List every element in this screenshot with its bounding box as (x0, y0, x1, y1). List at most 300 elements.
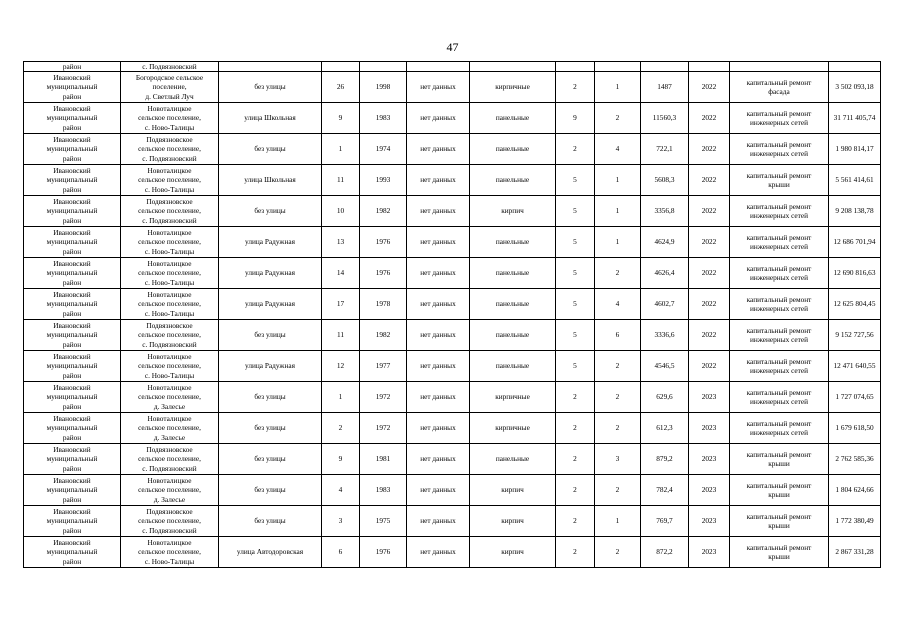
entrances-cell: 2 (595, 475, 641, 506)
floors-cell: 5 (556, 320, 595, 351)
empty-cell (730, 62, 829, 72)
district-cell-line: Ивановский (53, 383, 91, 393)
settlement-cell-line: сельское поселение, (138, 268, 201, 278)
settlement-cell-line: Богородское сельское (135, 73, 204, 83)
plan-year-cell: 2022 (689, 258, 730, 289)
settlement-cell (121, 103, 219, 134)
district-cell (24, 227, 121, 258)
settlement-cell-line: с. Ново-Талицы (144, 370, 195, 380)
table-row (24, 62, 881, 72)
house-number-cell: 10 (322, 196, 360, 227)
entrances-cell: 2 (595, 537, 641, 568)
settlement-cell (121, 72, 219, 103)
district-cell (24, 475, 121, 506)
wall-material-cell: панельные (470, 444, 556, 475)
district-cell-line: муниципальный (46, 454, 98, 464)
wall-material-cell: панельные (470, 134, 556, 165)
table-row (24, 289, 881, 320)
district-cell-line: район (62, 525, 82, 535)
street-cell: без улицы (219, 134, 322, 165)
district-cell-line: район (62, 184, 82, 194)
settlement-cell-line: сельское поселение, (138, 299, 201, 309)
area-cell: 872,2 (641, 537, 689, 568)
work-type-cell-line: капитальный ремонт (746, 232, 812, 242)
district-cell-line: Ивановский (53, 166, 91, 176)
work-type-cell-line: капитальный ремонт (746, 108, 812, 118)
settlement-cell-line: с. Ново-Талицы (144, 277, 195, 287)
work-type-cell (730, 537, 829, 568)
house-number-cell: 12 (322, 351, 360, 382)
district-cell-line: Ивановский (53, 352, 91, 362)
district-cell-line: муниципальный (46, 361, 98, 371)
build-year-cell: 1976 (360, 258, 407, 289)
settlement-cell (121, 413, 219, 444)
settlement-cell-line: сельское поселение, (138, 175, 201, 185)
district-cell-line: муниципальный (46, 144, 98, 154)
district-cell-line: район (62, 339, 82, 349)
house-number-cell: 17 (322, 289, 360, 320)
cost-cell: 31 711 405,74 (829, 103, 881, 134)
settlement-cell (121, 506, 219, 537)
house-number-cell: 1 (322, 382, 360, 413)
district-cell: район (24, 62, 121, 72)
work-type-cell-line: инженерных сетей (750, 211, 808, 220)
district-cell-line: район (62, 122, 82, 132)
district-cell-line: муниципальный (46, 268, 98, 278)
settlement-cell (121, 382, 219, 413)
district-cell-line: Ивановский (53, 104, 91, 114)
table-row (24, 475, 881, 506)
table-row (24, 103, 881, 134)
district-cell (24, 289, 121, 320)
entrances-cell: 1 (595, 506, 641, 537)
area-cell: 4602,7 (641, 289, 689, 320)
area-cell: 3356,8 (641, 196, 689, 227)
wall-material-cell: панельные (470, 320, 556, 351)
wall-material-cell: панельные (470, 103, 556, 134)
plan-year-cell: 2023 (689, 382, 730, 413)
area-cell: 4626,4 (641, 258, 689, 289)
empty-cell (470, 62, 556, 72)
build-year-cell: 1982 (360, 320, 407, 351)
wall-material-cell: панельные (470, 227, 556, 258)
area-cell: 1487 (641, 72, 689, 103)
plan-year-cell: 2022 (689, 227, 730, 258)
district-cell-line: район (62, 308, 82, 318)
settlement-cell-line: с. Ново-Талицы (144, 308, 195, 318)
page-number: 47 (446, 40, 459, 54)
work-type-cell-line: капитальный ремонт (746, 263, 812, 273)
build-year-cell: 1993 (360, 165, 407, 196)
settlement-cell-line: сельское поселение, (138, 361, 201, 371)
settlement-cell-line: Подвязновское (146, 445, 193, 455)
district-cell-line: Ивановский (53, 197, 91, 207)
settlement-cell-line: сельское поселение, (138, 485, 201, 495)
empty-cell (595, 62, 641, 72)
settlement-cell-line: Новоталицкое (147, 352, 192, 362)
table-row (24, 258, 881, 289)
street-cell: без улицы (219, 382, 322, 413)
entrances-cell: 1 (595, 227, 641, 258)
settlement-cell-line: д. Залесье (153, 432, 186, 442)
table-row (24, 351, 881, 382)
cost-cell: 1 727 074,65 (829, 382, 881, 413)
table-row (24, 506, 881, 537)
house-number-cell: 4 (322, 475, 360, 506)
street-cell: без улицы (219, 320, 322, 351)
house-number-cell: 26 (322, 72, 360, 103)
area-cell: 782,4 (641, 475, 689, 506)
table-row (24, 444, 881, 475)
commission-year-cell: нет данных (407, 165, 470, 196)
work-type-cell-line: капитальный ремонт (746, 139, 812, 149)
district-cell-line: район (62, 246, 82, 256)
floors-cell: 2 (556, 413, 595, 444)
build-year-cell: 1977 (360, 351, 407, 382)
wall-material-cell: кирпич (470, 537, 556, 568)
table-body (24, 62, 881, 568)
settlement-cell-line: Новоталицкое (147, 414, 192, 424)
area-cell: 769,7 (641, 506, 689, 537)
house-number-cell: 6 (322, 537, 360, 568)
table-row (24, 165, 881, 196)
plan-year-cell: 2023 (689, 413, 730, 444)
work-type-cell-line: капитальный ремонт (746, 201, 812, 211)
settlement-cell (121, 134, 219, 165)
work-type-cell-line: крыши (768, 490, 790, 499)
work-type-cell (730, 196, 829, 227)
floors-cell: 2 (556, 382, 595, 413)
house-number-cell: 9 (322, 444, 360, 475)
empty-cell (322, 62, 360, 72)
settlement-cell-line: поселение, (152, 82, 187, 92)
work-type-cell (730, 506, 829, 537)
floors-cell: 2 (556, 134, 595, 165)
build-year-cell: 1974 (360, 134, 407, 165)
house-number-cell: 2 (322, 413, 360, 444)
work-type-cell (730, 475, 829, 506)
settlement-cell-line: д. Светлый Луч (145, 91, 194, 101)
work-type-cell (730, 351, 829, 382)
settlement-cell-line: Подвязновское (146, 135, 193, 145)
empty-cell (641, 62, 689, 72)
work-type-cell-line: крыши (768, 459, 790, 468)
wall-material-cell: кирпичные (470, 72, 556, 103)
work-type-cell-line: капитальный ремонт (746, 294, 812, 304)
work-type-cell-line: инженерных сетей (750, 428, 808, 437)
table-row (24, 382, 881, 413)
area-cell: 11560,3 (641, 103, 689, 134)
work-type-cell-line: капитальный ремонт (746, 77, 812, 87)
settlement-cell-line: Новоталицкое (147, 166, 192, 176)
commission-year-cell: нет данных (407, 382, 470, 413)
floors-cell: 5 (556, 289, 595, 320)
work-type-cell (730, 165, 829, 196)
plan-year-cell: 2023 (689, 537, 730, 568)
wall-material-cell: панельные (470, 258, 556, 289)
settlement-cell (121, 537, 219, 568)
entrances-cell: 2 (595, 413, 641, 444)
commission-year-cell: нет данных (407, 134, 470, 165)
settlement-cell-line: Новоталицкое (147, 259, 192, 269)
work-type-cell (730, 258, 829, 289)
street-cell: улица Школьная (219, 165, 322, 196)
plan-year-cell: 2022 (689, 320, 730, 351)
entrances-cell: 1 (595, 72, 641, 103)
work-type-cell (730, 227, 829, 258)
settlement-cell-line: Подвязновское (146, 321, 193, 331)
entrances-cell: 6 (595, 320, 641, 351)
table-row (24, 537, 881, 568)
plan-year-cell: 2023 (689, 444, 730, 475)
empty-cell (556, 62, 595, 72)
build-year-cell: 1978 (360, 289, 407, 320)
settlement-cell-line: сельское поселение, (138, 206, 201, 216)
wall-material-cell: кирпич (470, 506, 556, 537)
commission-year-cell: нет данных (407, 289, 470, 320)
cost-cell: 3 502 093,18 (829, 72, 881, 103)
empty-cell (360, 62, 407, 72)
settlement-cell (121, 227, 219, 258)
settlement-cell-line: с. Подвязновский (142, 463, 197, 473)
area-cell: 5608,3 (641, 165, 689, 196)
area-cell: 3336,6 (641, 320, 689, 351)
work-type-cell-line: инженерных сетей (750, 366, 808, 375)
district-cell (24, 351, 121, 382)
floors-cell: 5 (556, 351, 595, 382)
empty-cell (407, 62, 470, 72)
area-cell: 879,2 (641, 444, 689, 475)
entrances-cell: 2 (595, 382, 641, 413)
street-cell: улица Автодоровская (219, 537, 322, 568)
entrances-cell: 2 (595, 103, 641, 134)
work-type-cell-line: капитальный ремонт (746, 449, 812, 459)
settlement-cell-line: сельское поселение, (138, 392, 201, 402)
settlement-cell-line: с. Подвязновский (142, 339, 197, 349)
work-type-cell-line: крыши (768, 180, 790, 189)
wall-material-cell: панельные (470, 351, 556, 382)
settlement-cell-line: сельское поселение, (138, 330, 201, 340)
entrances-cell: 3 (595, 444, 641, 475)
cost-cell: 1 679 618,50 (829, 413, 881, 444)
wall-material-cell: кирпич (470, 475, 556, 506)
district-cell (24, 444, 121, 475)
empty-cell (219, 62, 322, 72)
work-type-cell (730, 382, 829, 413)
settlement-cell: с. Подвязновский (121, 62, 219, 72)
work-type-cell (730, 320, 829, 351)
plan-year-cell: 2023 (689, 506, 730, 537)
settlement-cell-line: д. Залесье (153, 494, 186, 504)
entrances-cell: 4 (595, 289, 641, 320)
street-cell: без улицы (219, 413, 322, 444)
house-number-cell: 11 (322, 320, 360, 351)
settlement-cell-line: Подвязновское (146, 507, 193, 517)
district-cell (24, 103, 121, 134)
district-cell-line: Ивановский (53, 290, 91, 300)
build-year-cell: 1976 (360, 537, 407, 568)
settlement-cell (121, 475, 219, 506)
table-row (24, 72, 881, 103)
entrances-cell: 4 (595, 134, 641, 165)
settlement-cell-line: сельское поселение, (138, 423, 201, 433)
settlement-cell (121, 351, 219, 382)
district-cell-line: муниципальный (46, 547, 98, 557)
district-cell-line: Ивановский (53, 414, 91, 424)
district-cell-line: Ивановский (53, 135, 91, 145)
build-year-cell: 1972 (360, 382, 407, 413)
district-cell-line: район (62, 370, 82, 380)
settlement-cell (121, 320, 219, 351)
work-type-cell-line: крыши (768, 521, 790, 530)
work-type-cell-line: инженерных сетей (750, 118, 808, 127)
district-cell-line: муниципальный (46, 113, 98, 123)
work-type-cell-line: капитальный ремонт (746, 170, 812, 180)
settlement-cell (121, 165, 219, 196)
floors-cell: 5 (556, 227, 595, 258)
district-cell-line: муниципальный (46, 206, 98, 216)
floors-cell: 2 (556, 72, 595, 103)
empty-cell (689, 62, 730, 72)
district-cell-line: Ивановский (53, 228, 91, 238)
work-type-cell (730, 444, 829, 475)
district-cell (24, 72, 121, 103)
street-cell: без улицы (219, 475, 322, 506)
floors-cell: 2 (556, 475, 595, 506)
area-cell: 4546,5 (641, 351, 689, 382)
work-type-cell-line: инженерных сетей (750, 304, 808, 313)
cost-cell: 5 561 414,61 (829, 165, 881, 196)
district-cell (24, 320, 121, 351)
district-cell (24, 413, 121, 444)
street-cell: улица Радужная (219, 351, 322, 382)
wall-material-cell: панельные (470, 289, 556, 320)
settlement-cell-line: с. Ново-Талицы (144, 122, 195, 132)
area-cell: 722,1 (641, 134, 689, 165)
district-cell (24, 506, 121, 537)
district-cell-line: район (62, 494, 82, 504)
district-cell-line: Ивановский (53, 73, 91, 83)
settlement-cell-line: с. Ново-Талицы (144, 246, 195, 256)
work-type-cell-line: инженерных сетей (750, 242, 808, 251)
floors-cell: 5 (556, 258, 595, 289)
table-row (24, 227, 881, 258)
street-cell: улица Радужная (219, 227, 322, 258)
cost-cell: 12 690 816,63 (829, 258, 881, 289)
district-cell-line: муниципальный (46, 330, 98, 340)
settlement-cell-line: сельское поселение, (138, 144, 201, 154)
district-cell-line: Ивановский (53, 259, 91, 269)
street-cell: улица Радужная (219, 258, 322, 289)
district-cell-line: Ивановский (53, 507, 91, 517)
settlement-cell (121, 196, 219, 227)
build-year-cell: 1983 (360, 103, 407, 134)
plan-year-cell: 2022 (689, 103, 730, 134)
plan-year-cell: 2022 (689, 351, 730, 382)
commission-year-cell: нет данных (407, 475, 470, 506)
settlement-cell-line: Новоталицкое (147, 290, 192, 300)
settlement-cell (121, 258, 219, 289)
commission-year-cell: нет данных (407, 537, 470, 568)
district-cell-line: район (62, 401, 82, 411)
work-type-cell-line: крыши (768, 552, 790, 561)
settlement-cell-line: Новоталицкое (147, 383, 192, 393)
cost-cell: 2 762 585,36 (829, 444, 881, 475)
district-cell-line: район (62, 463, 82, 473)
commission-year-cell: нет данных (407, 506, 470, 537)
settlement-cell-line: Новоталицкое (147, 228, 192, 238)
settlement-cell-line: сельское поселение, (138, 454, 201, 464)
street-cell: без улицы (219, 444, 322, 475)
district-cell-line: район (62, 215, 82, 225)
floors-cell: 2 (556, 537, 595, 568)
house-number-cell: 3 (322, 506, 360, 537)
street-cell: улица Радужная (219, 289, 322, 320)
cost-cell: 12 625 804,45 (829, 289, 881, 320)
district-cell-line: Ивановский (53, 445, 91, 455)
district-cell-line: район (62, 432, 82, 442)
district-cell-line: муниципальный (46, 175, 98, 185)
cost-cell: 12 471 640,55 (829, 351, 881, 382)
district-cell-line: Ивановский (53, 538, 91, 548)
wall-material-cell: кирпичные (470, 413, 556, 444)
wall-material-cell: кирпичные (470, 382, 556, 413)
settlement-cell-line: сельское поселение, (138, 547, 201, 557)
street-cell: улица Школьная (219, 103, 322, 134)
commission-year-cell: нет данных (407, 351, 470, 382)
district-cell (24, 382, 121, 413)
settlement-cell-line: сельское поселение, (138, 516, 201, 526)
district-cell-line: муниципальный (46, 82, 98, 92)
work-type-cell-line: капитальный ремонт (746, 387, 812, 397)
settlement-cell-line: Новоталицкое (147, 476, 192, 486)
cost-cell: 1 980 814,17 (829, 134, 881, 165)
settlement-cell-line: Новоталицкое (147, 538, 192, 548)
settlement-cell-line: с. Ново-Талицы (144, 184, 195, 194)
district-cell (24, 196, 121, 227)
street-cell: без улицы (219, 196, 322, 227)
commission-year-cell: нет данных (407, 258, 470, 289)
work-type-cell-line: капитальный ремонт (746, 356, 812, 366)
plan-year-cell: 2022 (689, 134, 730, 165)
work-type-cell-line: инженерных сетей (750, 397, 808, 406)
settlement-cell-line: сельское поселение, (138, 237, 201, 247)
floors-cell: 5 (556, 165, 595, 196)
settlement-cell (121, 444, 219, 475)
commission-year-cell: нет данных (407, 103, 470, 134)
build-year-cell: 1976 (360, 227, 407, 258)
street-cell: без улицы (219, 72, 322, 103)
district-cell-line: муниципальный (46, 423, 98, 433)
settlement-cell (121, 289, 219, 320)
cost-cell: 2 867 331,28 (829, 537, 881, 568)
entrances-cell: 2 (595, 258, 641, 289)
work-type-cell-line: капитальный ремонт (746, 511, 812, 521)
plan-year-cell: 2022 (689, 196, 730, 227)
district-cell-line: муниципальный (46, 237, 98, 247)
work-type-cell-line: капитальный ремонт (746, 325, 812, 335)
plan-year-cell: 2022 (689, 165, 730, 196)
settlement-cell-line: Подвязновское (146, 197, 193, 207)
settlement-cell-line: д. Залесье (153, 401, 186, 411)
settlement-cell-line: с. Подвязновский (142, 153, 197, 163)
street-cell: без улицы (219, 506, 322, 537)
commission-year-cell: нет данных (407, 444, 470, 475)
district-cell (24, 165, 121, 196)
work-type-cell (730, 289, 829, 320)
build-year-cell: 1998 (360, 72, 407, 103)
settlement-cell-line: сельское поселение, (138, 113, 201, 123)
